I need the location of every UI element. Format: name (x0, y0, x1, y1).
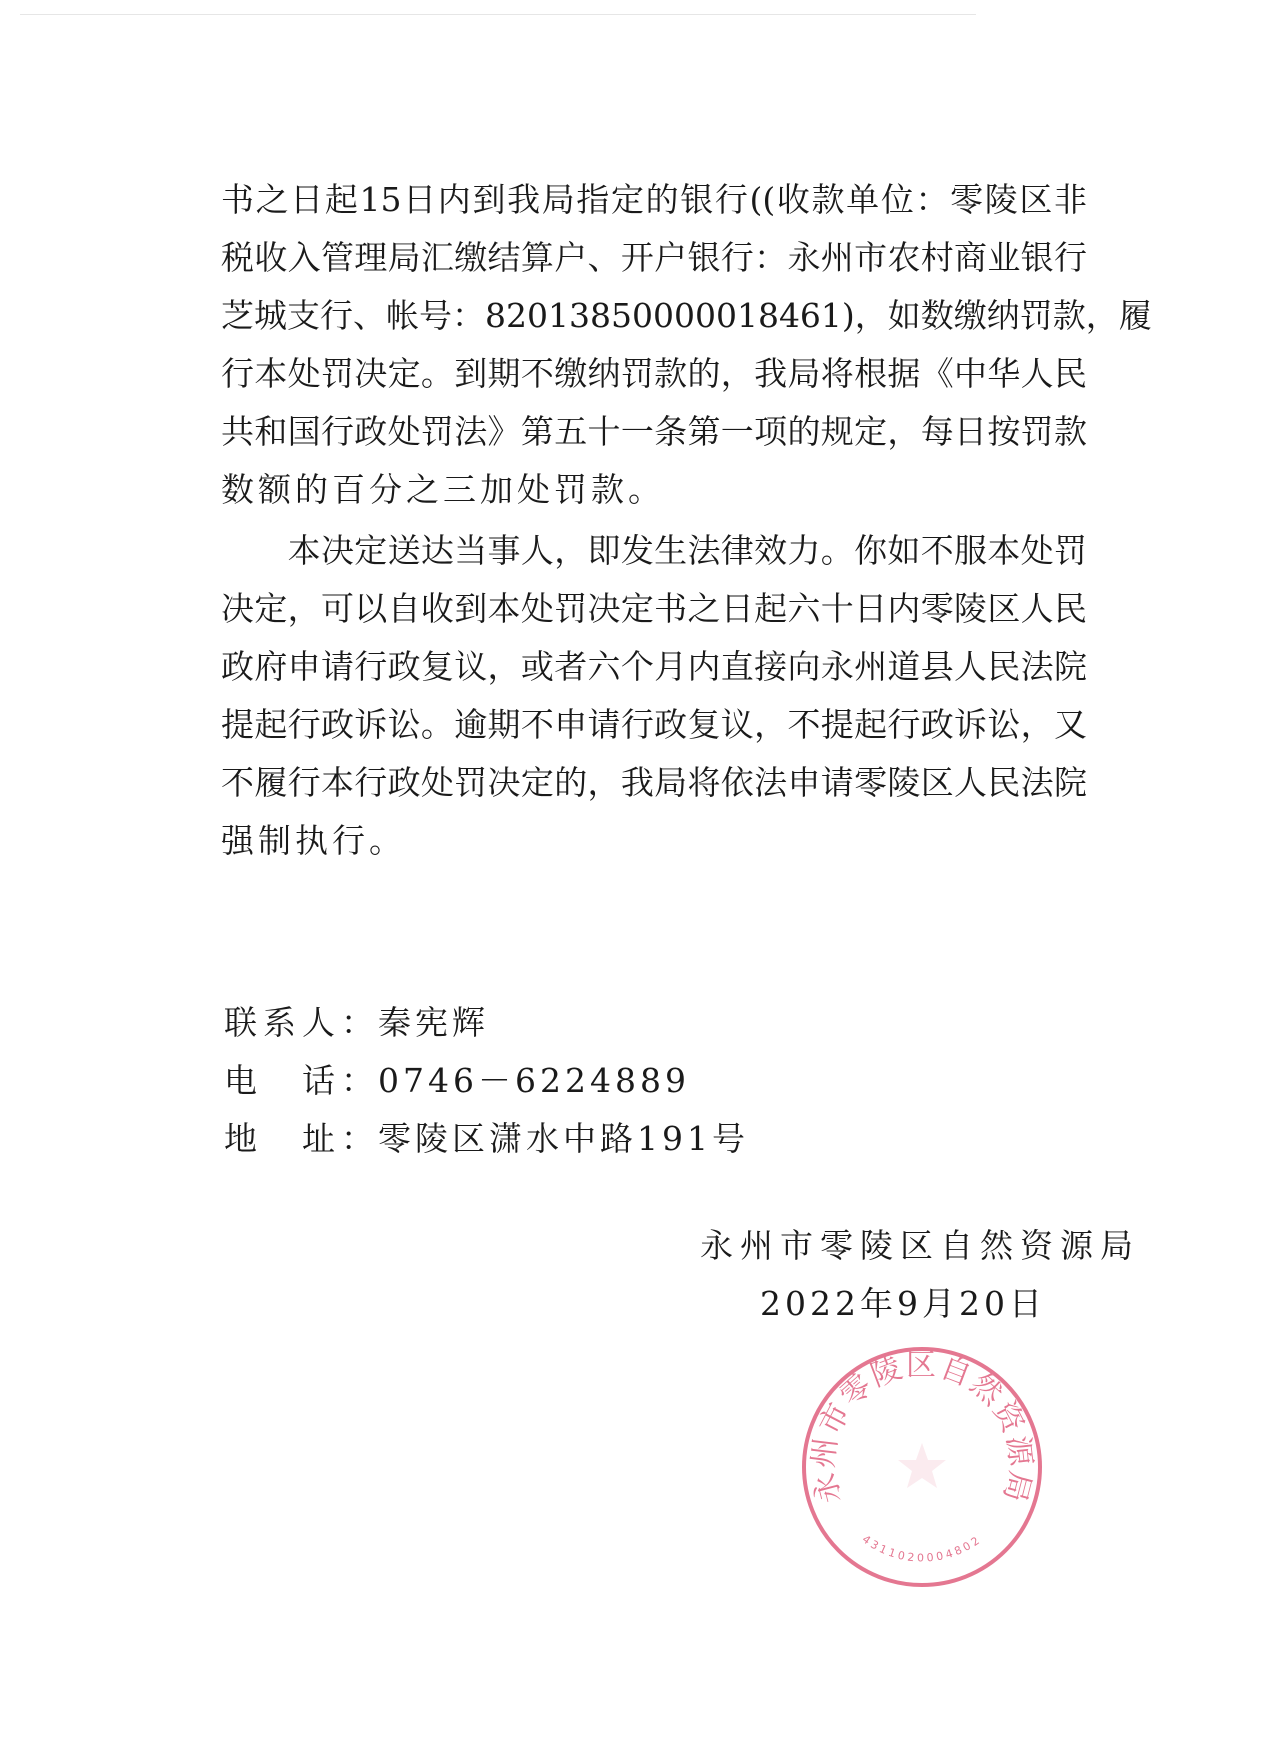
contact-address-label: 地 址： (224, 1119, 374, 1158)
text-line: 政府申请行政复议，或者六个月内直接向永州道县人民法院 (221, 647, 1087, 686)
contact-person-label: 联系人： (224, 1003, 374, 1042)
contact-person (224, 1003, 489, 1043)
signing-date: 2022年9月20日 (760, 1284, 1046, 1323)
contact-address (224, 1119, 749, 1159)
seal-text: 永州市零陵区自然资源局 (805, 1348, 1039, 1508)
contact-phone-label: 电 话： (224, 1061, 374, 1100)
signing-organization: 永州市零陵区自然资源局 (700, 1226, 1140, 1265)
text-line: 共和国行政处罚法》第五十一条第一项的规定，每日按罚款 (221, 412, 1087, 451)
text-line: 行本处罚决定。到期不缴纳罚款的，我局将根据《中华人民 (221, 354, 1087, 393)
text-line: 决定，可以自收到本处罚决定书之日起六十日内零陵区人民 (221, 589, 1087, 628)
contact-phone (224, 1061, 690, 1101)
text-line: 税收入管理局汇缴结算户、开户银行：永州市农村商业银行 (221, 238, 1087, 277)
seal-code: 4311020004802 (859, 1532, 985, 1565)
text-line: 书之日起15日内到我局指定的银行((收款单位：零陵区非 (221, 180, 1087, 219)
text-line: 本决定送达当事人，即发生法律效力。你如不服本处罚 (221, 531, 1087, 570)
text-line: 芝城支行、帐号：82013850000018461)，如数缴纳罚款，履 (221, 296, 1152, 335)
scan-edge-line (20, 14, 976, 15)
text-line: 不履行本行政处罚决定的，我局将依法申请零陵区人民法院 (221, 763, 1087, 802)
contact-phone-value: 0746－6224889 (378, 1061, 690, 1100)
official-seal (800, 1345, 1044, 1589)
contact-address-value: 零陵区潇水中路191号 (378, 1119, 749, 1158)
text-line: 提起行政诉讼。逾期不申请行政复议，不提起行政诉讼，又 (221, 705, 1087, 744)
contact-person-value: 秦宪辉 (378, 1003, 489, 1042)
text-line: 数额的百分之三加处罚款。 (221, 470, 665, 509)
seal-star-icon (898, 1443, 946, 1488)
text-line: 强制执行。 (221, 821, 406, 860)
